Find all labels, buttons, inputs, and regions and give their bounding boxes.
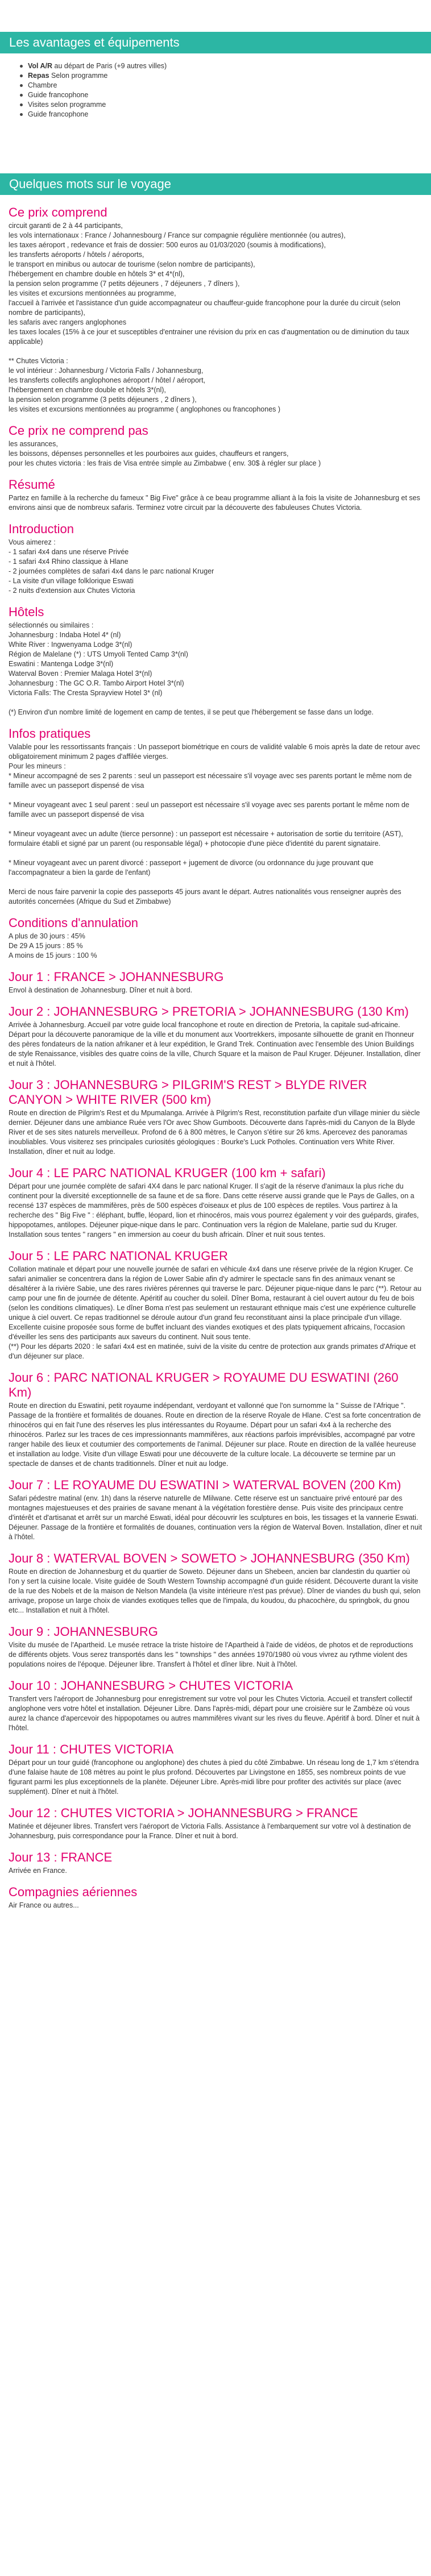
prix-comprend-line: ** Chutes Victoria :	[9, 357, 68, 365]
introduction-line: - La visite d'un village folklorique Eswati	[9, 577, 134, 585]
introduction-line: - 1 safari 4x4 dans une réserve Privée	[9, 548, 129, 556]
day-description: Collation matinale et départ pour une nouvelle journée de safari en véhicule 4x4 dans une réserve privée de la région Kruger. Ce safari animalier se concentrera dans la région de Lower Sabie afin d'y admirer le spectacle sans fin des animaux venant se désaltérer à la rivière Sabie, une des rares rivières pérennes qui traverse le parc. Déjeuner pique-nique dans le parc (**). Retour au camp pour une fin de journée de détente. Apéritif au coucher du soleil. Dîner Boma, restaurant à ciel ouvert autour du feu de bois (selon les conditions climatiques). Le dîner Boma n'est pas seulement un restaurant ethnique mais c'est une expérience culturelle unique à ciel ouvert. Ce repas traditionnel se déroule autour d'un grand feu reconstituant ainsi la place principale d'un village. Excellente cuisine proposée sous forme de buffet incluant des viandes exotiques et des plats typiquement africains, l'occasion d'éveiller les sens des participants aux saveurs du continent. Nuit sous tente. (**) Pour les départs 2020 : le safari 4x4 est en matinée, suivi de la visite du centre de protection aux grands primates d'Afrique et d'un déjeuner sur place.	[9, 1265, 422, 1360]
day-description: Safari pédestre matinal (env. 1h) dans la réserve naturelle de Mlilwane. Cette réserve est un sanctuaire privé entouré par des montagnes majestueuses et des prairies de savane menant à la végétation forestière dense. Puis visite des principaux centre d'intérêt et d'artisanat et arrêt sur un marché Eswati, idéal pour découvrir les sculptures en bois, les tissages et la vannerie Eswati. Déjeuner. Passage de la frontière et formalités de douanes, continuation vers la région de Waterval Boven. Installation, dîner et nuit à l'hôtel.	[9, 1494, 424, 1541]
prix-comprend-line: les visites et excursions mentionnées au programme,	[9, 289, 176, 297]
day-heading: Jour 6 : PARC NATIONAL KRUGER > ROYAUME DU ESWATINI (260 Km)	[9, 1370, 399, 1399]
hotel-line: Waterval Boven : Premier Malaga Hotel 3*(nl)	[9, 670, 152, 678]
section-heading-annulation: Conditions d'annulation	[9, 916, 139, 930]
prix-comprend-line: les safaris avec rangers anglophones	[9, 318, 127, 326]
prix-comprend-line: l'hébergement en chambre double en hôtels 3* et 4*(nl),	[9, 270, 185, 278]
day-heading: Jour 7 : LE ROYAUME DU ESWATINI > WATERVAL BOVEN (200 Km)	[9, 1478, 401, 1492]
day-description: Matinée et déjeuner libres. Transfert vers l'aéroport de Victoria Falls. Assistance à l'embarquement sur votre vol à destination de Johannesburg, puis correspondance pour la France. Dîner et nuit à bord.	[9, 1822, 413, 1840]
annulation-text	[9, 932, 422, 961]
day-heading: Jour 10 : JOHANNESBURG > CHUTES VICTORIA	[9, 1678, 293, 1693]
day-description: Transfert vers l'aéroport de Johannesburg pour enregistrement sur votre vol pour les Chutes Victoria. Accueil et transfert collectif anglophone vers votre hôtel et installation. Déjeuner Libre. Dans l'après-midi, départ pour une croisière sur le Zambèze où vous aurez la chance d'apercevoir des hippopotames ou autres mammifères vivant sur les rives du fleuve. Apéritif à bord. Dîner et nuit à l'hôtel.	[9, 1695, 422, 1732]
prix-ne-comprend-line: les assurances,	[9, 440, 58, 448]
prix-comprend-text	[9, 221, 422, 414]
infos-line	[9, 849, 422, 858]
introduction-line: - 2 journées complètes de safari 4x4 dans le parc national Kruger	[9, 567, 214, 575]
hotel-line: White River : Ingwenyama Lodge 3*(nl)	[9, 641, 132, 649]
prix-comprend-line: le transport en minibus ou autocar de tourisme (selon nombre de participants),	[9, 260, 255, 268]
resume-text: Partez en famille à la recherche du fameux " Big Five" grâce à ce beau programme alliant à la fois la visite de Johannesburg et ses environs ainsi que de nombreux safaris. Terminez votre circuit par la découverte des fabuleuses Chutes Victoria.	[9, 494, 422, 512]
day-description: Visite du musée de l'Apartheid. Le musée retrace la triste histoire de l'Apartheid à l'aide de vidéos, de photos et de reproductions de différents objets. Vous serez transportés dans les " townships " des années 1970/1980 où vous vivrez au rythme violent des populations noires de l'époque. Déjeuner libre. Transfert à l'hôtel et dîner libre. Nuit à l'hôtel.	[9, 1641, 416, 1668]
prix-comprend-line: les transferts collectifs anglophones aéroport / hôtel / aéroport,	[9, 376, 206, 384]
infos-line	[9, 791, 422, 800]
introduction-line: - 2 nuits d'extension aux Chutes Victoria	[9, 587, 135, 595]
annulation-line: De 29 A 15 jours : 85 %	[9, 942, 83, 950]
advantages-list	[9, 61, 422, 119]
day-heading: Jour 2 : JOHANNESBURG > PRETORIA > JOHANNESBURG (130 Km)	[9, 1004, 409, 1019]
day-heading: Jour 4 : LE PARC NATIONAL KRUGER (100 km + safari)	[9, 1166, 326, 1180]
hotel-line: (*) Environ d'un nombre limité de logement en camp de tentes, il se peut que l'hébergement se fasse dans un lodge.	[9, 708, 374, 716]
prix-comprend-line: l'hébergement en chambre double et hôtels 3*(nl),	[9, 386, 166, 394]
prix-comprend-line: la pension selon programme (7 petits déjeuners , 7 déjeuners , 7 dîners ),	[9, 280, 240, 288]
day-description: Départ pour une journée complète de safari 4X4 dans le parc national Kruger. Il s'agit de la réserve d'animaux la plus riche du continent pour la diversité exceptionnelle de sa faune et de sa flore. Dans cette réserve aussi grande que le Pays de Galles, on a recensé 137 espèces de mammifères, près de 500 espèces d'oiseaux et plus de 100 espèces de reptiles. Vous partirez à la recherche des " Big Five " : éléphant, buffle, léopard, lion et rhinocéros, mais vous pourrez également y voir des guépards, girafes, hippopotames, antilopes. Déjeuner pique-nique dans le parc. Continuation vers la région de Malelane, partie sud du Kruger. Installation sous tentes " rangers " en immersion au coeur du bush africain. Dîner et nuit sous tentes.	[9, 1182, 421, 1239]
prix-ne-comprend-line: pour les chutes victoria : les frais de Visa entrée simple au Zimbabwe ( env. 30$ à régler sur place )	[9, 459, 321, 467]
hotel-line: Johannesburg : Indaba Hotel 4* (nl)	[9, 631, 121, 639]
day-heading: Jour 3 : JOHANNESBURG > PILGRIM'S REST > BLYDE RIVER CANYON > WHITE RIVER (500 km)	[9, 1078, 367, 1107]
infos-line: Pour les mineurs :	[9, 762, 66, 770]
infos-line	[9, 878, 422, 887]
infos-line: * Mineur accompagné de ses 2 parents : seul un passeport est nécessaire s'il voyage avec ses parents portant le même nom de famille avec un passeport dispensé de visa	[9, 772, 414, 790]
section-heading-introduction: Introduction	[9, 522, 74, 536]
introduction-text	[9, 538, 422, 596]
advantages-banner: Les avantages et équipements	[0, 32, 431, 53]
infos-line	[9, 820, 422, 829]
hotel-line: Victoria Falls: The Cresta Sprayview Hotel 3* (nl)	[9, 689, 163, 697]
section-heading-resume: Résumé	[9, 477, 55, 492]
section-heading-prix-ne-comprend: Ce prix ne comprend pas	[9, 423, 148, 438]
companies-text: Air France ou autres...	[9, 1901, 79, 1909]
introduction-line: - 1 safari 4x4 Rhino classique à Hlane	[9, 558, 129, 566]
prix-comprend-line: les taxes locales (15% à ce jour et susceptibles d'entrainer une révision du prix en cas d'augmentation ou de diminution du taux applicable)	[9, 328, 411, 346]
hotels-text	[9, 621, 422, 717]
prix-comprend-line: le vol intérieur : Johannesburg / Victoria Falls / Johannesburg,	[9, 367, 204, 375]
day-description: Route en direction du Eswatini, petit royaume indépendant, verdoyant et vallonné que l'on surnomme la " Suisse de l'Afrique ". Passage de la frontière et formalités de douanes. Route en direction de la réserve Royale de Hlane. C'est sa forte concentration de rhinocéros qui en fait l'une des réserves les plus intéressantes du Royaume. Départ pour un safari 4x4 à la recherche des rhinocéros. Parlez sur les traces de ces impressionnants mammifères, aux réactions parfois imprévisibles, accompagné par votre ranger habile des lieux et coutumier des comportements de l'animal. Déjeuner sur place. Route en direction de la vallée heureuse et installation au lodge. Visite d'un village Eswati pour une découverte de la culture locale. La découverte se termine par un spectacle de danses et de chants traditionnels. Dîner et nuit au lodge.	[9, 1402, 423, 1468]
infos-line: Valable pour les ressortissants français : Un passeport biométrique en cours de validité valable 6 mois après la date de retour avec obligatoirement minimum 2 pages d'affilée vierges.	[9, 743, 422, 761]
day-heading: Jour 5 : LE PARC NATIONAL KRUGER	[9, 1249, 228, 1263]
infos-line: * Mineur voyageant avec un parent divorcé : passeport + jugement de divorce (ou ordonnance du juge prouvant que l'accompagnateur a bien la garde de l'enfant)	[9, 859, 376, 876]
prix-comprend-line: les vols internationaux : France / Johannesbourg / France sur compagnie régulière mentionnée (ou autres),	[9, 231, 346, 239]
advantage-item: Vol A/R au départ de Paris (+9 autres villes)	[28, 61, 422, 71]
trip-banner: Quelques mots sur le voyage	[0, 173, 431, 195]
annulation-line: A plus de 30 jours : 45%	[9, 932, 85, 940]
infos-line: Merci de nous faire parvenir la copie des passeports 45 jours avant le départ. Autres nationalités vous renseigner auprès des autorités concernées (Afrique du Sud et Zimbabwe)	[9, 888, 404, 905]
advantage-item: Repas Selon programme	[28, 71, 422, 81]
day-description: Route en direction de Pilgrim's Rest et du Mpumalanga. Arrivée à Pilgrim's Rest, reconstitution parfaite d'un village minier du siècle dernier. Déjeuner dans une ambiance Ruée vers l'Or avec Show Gumboots. Découverte dans l'après-midi du Canyon de la Blyde River et de ses sites naturels merveilleux. Profond de 6 à 800 mètres, le Canyon s'étire sur 26 kms. Apercevez des panoramas inoubliables. Vous visiterez ses principales curiosités géologiques : Bourke's Luck Potholes. Continuation vers White River. Installation, dîner et nuit au lodge.	[9, 1109, 422, 1156]
section-heading-infos: Infos pratiques	[9, 726, 91, 741]
day-description: Route en direction de Johannesburg et du quartier de Soweto. Déjeuner dans un Shebeen, ancien bar clandestin du quartier où l'on y sert la cuisine locale. Visite guidée de South Western Township accompagné d'un guide résident. Découverte durant la visite de la rue des Nobels et de la maison de Nelson Mandela (la visite intérieure n'est pas prévue). Dîner de viandes du bush qui, selon arrivage, propose un large choix de viandes exotiques telles que de l'impala, du koudou, du phacochère, du springbok, du gnou etc... Installation et nuit à l'hôtel.	[9, 1568, 422, 1614]
annulation-line: A moins de 15 jours : 100 %	[9, 952, 97, 959]
day-description: Arrivée en France.	[9, 1867, 67, 1875]
day-heading: Jour 8 : WATERVAL BOVEN > SOWETO > JOHANNESBURG (350 Km)	[9, 1551, 410, 1565]
hotel-line: sélectionnés ou similaires :	[9, 621, 94, 629]
day-heading: Jour 11 : CHUTES VICTORIA	[9, 1742, 174, 1756]
prix-ne-comprend-text	[9, 439, 422, 468]
day-heading: Jour 12 : CHUTES VICTORIA > JOHANNESBURG > FRANCE	[9, 1806, 358, 1820]
prix-comprend-line: circuit garanti de 2 à 44 participants,	[9, 222, 123, 230]
prix-ne-comprend-line: les boissons, dépenses personnelles et les pourboires aux guides, chauffeurs et rangers,	[9, 450, 289, 458]
day-heading: Jour 1 : FRANCE > JOHANNESBURG	[9, 970, 224, 984]
day-description: Départ pour un tour guidé (francophone ou anglophone) des chutes à pied du côté Zimbabwe. Un réseau long de 1,7 km s'étendra d'une falaise haute de 108 mètres au point le plus profond. Découvertes par Livingstone en 1855, ses nombreux points de vue figurant parmi les plus exceptionnels de la planète. Déjeuner Libre. Après-midi libre pour profiter des activités sur place (avec supplément). Dîner et nuit à l'hôtel.	[9, 1759, 421, 1796]
day-heading: Jour 13 : FRANCE	[9, 1850, 113, 1864]
prix-comprend-line: les transferts aéroports / hôtels / aéroports,	[9, 251, 144, 259]
infos-text	[9, 742, 422, 907]
prix-comprend-line: l'accueil à l'arrivée et l'assistance d'un guide accompagnateur ou chauffeur-guide francophone pour la durée du circuit (selon nombre de participants),	[9, 299, 403, 317]
advantage-item: Chambre	[28, 81, 422, 90]
advantage-item: Guide francophone	[28, 90, 422, 100]
prix-comprend-line	[9, 347, 422, 356]
advantage-item: Guide francophone	[28, 110, 422, 119]
infos-line: * Mineur voyageant avec 1 seul parent : seul un passeport est nécessaire s'il voyage avec ses parents portant le même nom de famille avec un passeport dispensé de visa	[9, 801, 412, 818]
day-description: Envol à destination de Johannesburg. Dîner et nuit à bord.	[9, 986, 193, 994]
advantage-item: Visites selon programme	[28, 100, 422, 110]
infos-line: * Mineur voyageant avec un adulte (tierce personne) : un passeport est nécessaire + autorisation de sortie du territoire (AST), formulaire établi et signé par un parent (ou responsable légal) + photocopie d'une pièce d'identité du parent signataire.	[9, 830, 405, 847]
hotel-line: Eswatini : Mantenga Lodge 3*(nl)	[9, 660, 114, 668]
prix-comprend-line: les visites et excursions mentionnées au programme ( anglophones ou francophones )	[9, 405, 281, 413]
hotel-line	[9, 698, 422, 708]
section-heading-prix-comprend: Ce prix comprend	[9, 205, 107, 219]
section-heading-hotels: Hôtels	[9, 605, 44, 619]
prix-comprend-line: les taxes aéroport , redevance et frais de dossier: 500 euros au 01/03/2020 (soumis à modifications),	[9, 241, 326, 249]
day-heading: Jour 9 : JOHANNESBURG	[9, 1624, 158, 1639]
trip-content	[0, 205, 431, 1910]
day-description: Arrivée à Johannesburg. Accueil par votre guide local francophone et route en direction de Pretoria, la capitale sud-africaine. Départ pour la découverte panoramique de la ville et du monument aux Voortrekkers, imposante silhouette de granit en l'honneur des pères fondateurs de la nation afrikaner et à leur expédition, le Grand Trek. Continuation avec l'ensemble des Union Buildings de style Renaissance, visibles des quatre coins de la ville, Church Square et la maison de Paul Kruger. Déjeuner. Installation, dîner et nuit à l'hôtel.	[9, 1021, 423, 1067]
section-heading-companies: Compagnies aériennes	[9, 1885, 138, 1899]
prix-comprend-line: la pension selon programme (3 petits déjeuners , 2 dîners ),	[9, 396, 197, 404]
hotel-line: Johannesburg : The GC O.R. Tambo Airport Hotel 3*(nl)	[9, 679, 184, 687]
hotel-line: Région de Malelane (*) : UTS Umyoli Tented Camp 3*(nl)	[9, 650, 188, 658]
introduction-line: Vous aimerez :	[9, 538, 56, 546]
itinerary-days	[9, 970, 422, 1876]
